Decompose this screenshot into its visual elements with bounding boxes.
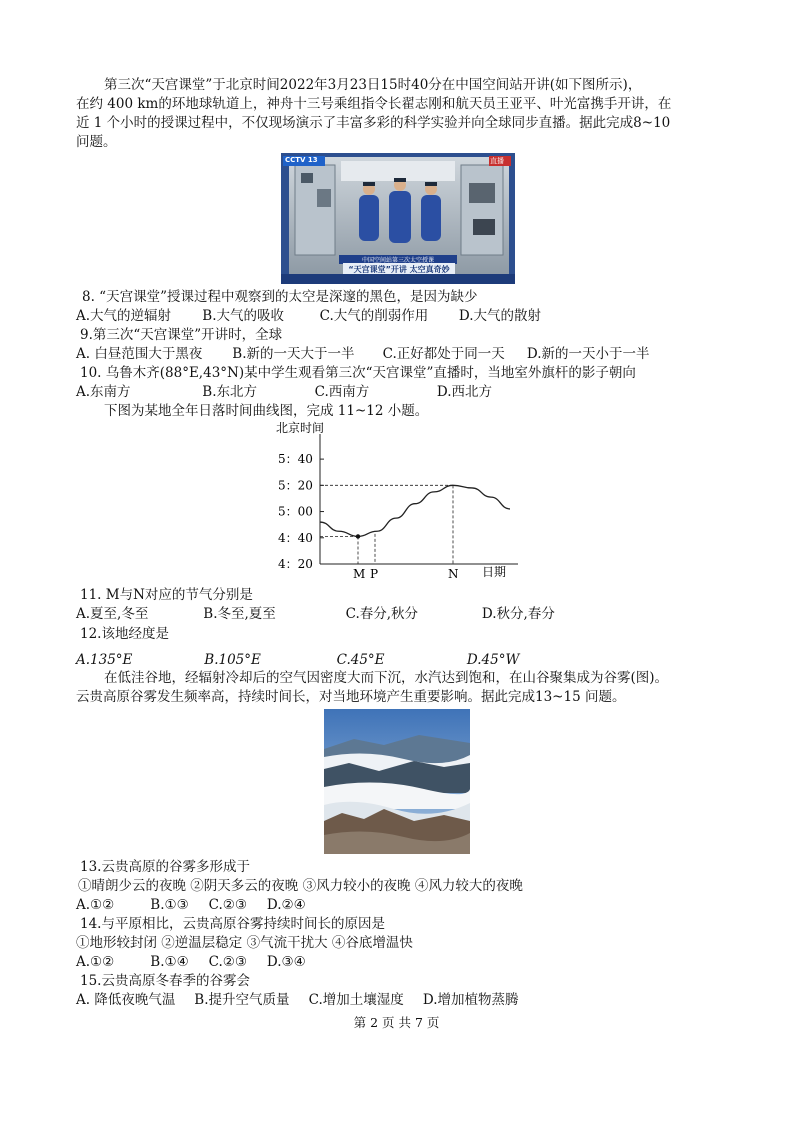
q14-option-c[interactable]: C.②③ [208,954,247,970]
x-label-M: M [353,567,366,581]
intro3-line2: 云贵高原谷雾发生频率高，持续时间长，对当地环境产生重要影响。据此完成13~15 问题。 [76,689,626,705]
space-station-photo [281,153,515,284]
sunset-chart-svg [270,420,530,582]
q11-option-b[interactable]: B.冬至,夏至 [203,606,276,622]
valley-fog-photo [324,709,470,854]
q9-option-b[interactable]: B.新的一天大于一半 [232,346,355,362]
intro2: 下图为某地全年日落时间曲线图，完成 11~12 小题。 [104,403,429,419]
q12-option-c[interactable]: C.45°E [336,652,385,668]
q8-option-d[interactable]: D.大气的散射 [458,308,542,324]
marker-M-dot [356,534,360,538]
q9-option-d[interactable]: D.新的一天小于一半 [526,346,650,362]
q11-stem: 11. M与N对应的节气分别是 [80,587,253,603]
q15-option-d[interactable]: D.增加植物蒸腾 [422,992,519,1008]
q10-option-a[interactable]: A.东南方 [76,384,131,400]
q12-option-a[interactable]: A.135°E [76,652,133,668]
y-tick-label: 4：40 [278,530,313,545]
q8-stem: 8. “天宫课堂”授课过程中观察到的太空是深邃的黑色，是因为缺少 [82,289,478,305]
valley-fog-illustration [324,709,470,854]
q14-items: ①地形较封闭 ②逆温层稳定 ③气流干扰大 ④谷底增温快 [76,935,413,951]
channel-logo: CCTV 13 [285,156,318,164]
q15-options [76,991,519,1009]
live-badge: 直播 [490,157,504,165]
q13-stem: 13.云贵高原的谷雾多形成于 [80,859,250,875]
q12-options [76,651,519,669]
q15-option-a[interactable]: A. 降低夜晚气温 [76,992,176,1008]
q14-option-a[interactable]: A.①② [76,954,115,970]
q15-stem: 15.云贵高原冬春季的谷雾会 [80,973,250,989]
q13-option-b[interactable]: B.①③ [150,897,189,913]
q9-option-c[interactable]: C.正好都处于同一天 [382,346,505,362]
q10-options [76,383,492,401]
q10-stem: 10. 乌鲁木齐(88°E,43°N)某中学生观看第三次“天宫课堂”直播时，当地室外旗杆的影子朝向 [80,365,636,381]
q12-stem: 12.该地经度是 [80,626,169,642]
q14-stem: 14.与平原相比，云贵高原谷雾持续时间长的原因是 [80,916,385,932]
q10-option-b[interactable]: B.东北方 [202,384,258,400]
intro1-line2: 在约 400 km的环地球轨道上，神舟十三号乘组指令长翟志刚和航天员王亚平、叶光富携手开讲，在 [76,96,672,112]
q9-stem: 9.第三次“天宫课堂”开讲时，全球 [80,327,283,343]
x-label-N: N [448,567,459,581]
sunset-chart [270,420,530,582]
q13-items: ①晴朗少云的夜晚 ②阴天多云的夜晚 ③风力较小的夜晚 ④风力较大的夜晚 [78,878,523,894]
q9-options [76,345,650,363]
q8-option-b[interactable]: B.大气的吸收 [202,308,285,324]
y-tick-label: 5：20 [278,478,313,493]
q12-option-d[interactable]: D.45°W [466,652,520,668]
q8-options [76,307,541,325]
q8-option-c[interactable]: C.大气的削弱作用 [319,308,429,324]
intro3-line1: 在低洼谷地，经辐射冷却后的空气因密度大而下沉，水汽达到饱和，在山谷聚集成为谷雾(图)。 [104,670,669,686]
q14-option-d[interactable]: D.③④ [266,954,306,970]
q11-option-a[interactable]: A.夏至,冬至 [76,606,149,622]
q10-option-c[interactable]: C.西南方 [314,384,370,400]
q15-option-c[interactable]: C.增加土壤湿度 [308,992,404,1008]
q14-option-b[interactable]: B.①④ [150,954,189,970]
y-tick-label: 4：20 [278,557,313,571]
x-label-P: P [370,567,379,581]
q13-option-c[interactable]: C.②③ [208,897,247,913]
page-footer: 第 2 页 共 7 页 [353,1015,440,1030]
q8-option-a[interactable]: A.大气的逆辐射 [76,308,172,324]
q9-option-a[interactable]: A. 白昼范围大于黑夜 [76,346,203,362]
y-tick-label: 5：00 [278,504,313,519]
y-tick-label: 5：40 [278,452,313,467]
photo-caption-top: 中国空间站第三次太空授课 [361,257,434,264]
q10-option-d[interactable]: D.西北方 [436,384,493,400]
q11-options [76,605,555,623]
intro1-line3: 近 1 个小时的授课过程中，不仅现场演示了丰富多彩的科学实验并向全球同步直播。据此完成8~10 [76,115,671,131]
q13-option-a[interactable]: A.①② [76,897,115,913]
q15-option-b[interactable]: B.提升空气质量 [194,992,290,1008]
q13-options [76,896,306,914]
intro1-line1: 第三次“天宫课堂”于北京时间2022年3月23日15时40分在中国空间站开讲(如下图所示)， [104,77,642,93]
q13-option-d[interactable]: D.②④ [266,897,306,913]
sunset-curve [320,485,510,536]
photo-caption: “天宫课堂”开讲 太空真奇妙 [348,265,450,274]
x-axis-title: 日期 [482,565,507,579]
intro1-line4: 问题。 [76,134,117,150]
q11-option-d[interactable]: D.秋分,春分 [481,606,555,622]
q14-options [76,953,306,971]
q11-option-c[interactable]: C.春分,秋分 [345,606,419,622]
y-axis-title: 北京时间 [276,421,325,435]
q12-option-b[interactable]: B.105°E [204,652,261,668]
